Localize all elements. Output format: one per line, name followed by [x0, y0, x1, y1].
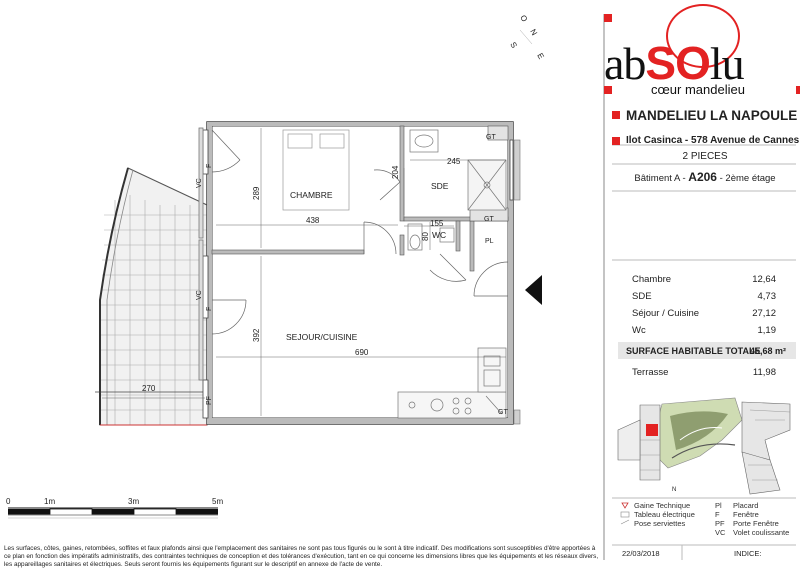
legend-code: VC	[715, 528, 726, 537]
dim-245: 245	[447, 157, 461, 166]
label-vc-1: VC	[196, 178, 203, 188]
room-sejour: SEJOUR/CUISINE	[286, 332, 358, 342]
legend-item: Pose serviettes	[634, 519, 686, 528]
room-sde: SDE	[431, 181, 449, 191]
svg-text:N: N	[672, 487, 677, 493]
label-f-2: F	[206, 306, 213, 311]
lot-number: A206	[688, 170, 717, 184]
svg-text:N: N	[528, 27, 539, 38]
label-gt-2: GT	[484, 216, 494, 223]
dim-80: 80	[421, 232, 430, 241]
surface-row: Wc 1,19	[632, 325, 776, 336]
entrance-arrow	[525, 275, 542, 305]
footer-indice: INDICE:	[734, 549, 762, 558]
surface-row: SDE 4,73	[632, 291, 776, 302]
legend-item: Gaine Technique	[634, 501, 691, 510]
dim-438: 438	[306, 216, 320, 225]
site-map	[614, 396, 796, 496]
footer-date: 22/03/2018	[622, 549, 660, 558]
scale-bar	[8, 508, 218, 518]
legend-item: Placard	[733, 501, 759, 510]
legend-item: Volet coulissante	[733, 528, 790, 537]
terrace-row: Terrasse 11,98	[632, 367, 776, 378]
total-surface: SURFACE HABITABLE TOTALE 45,68 m²	[618, 342, 796, 359]
address: Ilot Casinca - 578 Avenue de Cannes	[626, 135, 800, 146]
label-pl: PL	[485, 238, 494, 245]
dim-270: 270	[142, 384, 156, 393]
windows	[199, 128, 513, 418]
svg-text:O: O	[518, 13, 530, 24]
red-square	[612, 111, 620, 119]
scale-label: 0	[6, 497, 11, 506]
scale-label: 1m	[44, 497, 56, 506]
label-f-1: F	[206, 163, 213, 168]
site-map-unit-marker	[646, 424, 658, 436]
label-gt-3: GT	[498, 409, 508, 416]
unit-type: 2 PIECES	[682, 151, 728, 162]
dim-155: 155	[430, 219, 444, 228]
logo: abSOlu	[604, 37, 744, 89]
label-pf: PF	[206, 396, 213, 405]
legend-code: F	[715, 510, 720, 519]
dim-690: 690	[355, 348, 369, 357]
dim-289: 289	[252, 186, 261, 200]
building-line: Bâtiment A - A206 - 2ème étage	[634, 170, 776, 184]
svg-text:E: E	[535, 51, 546, 61]
label-gt-1: GT	[486, 134, 496, 141]
red-square	[612, 137, 620, 145]
legend-item: Fenêtre	[733, 510, 759, 519]
legend-symbols	[621, 503, 629, 524]
dim-204: 204	[391, 165, 400, 179]
legend-code: Pl	[715, 501, 722, 510]
surface-row: Séjour / Cuisine 27,12	[632, 308, 776, 319]
red-square	[796, 86, 800, 94]
logo-subtitle: cœur mandelieu	[651, 82, 745, 97]
legend-item: Tableau électrique	[634, 510, 695, 519]
compass	[508, 14, 545, 61]
legend-item: Porte Fenêtre	[733, 519, 779, 528]
dim-392: 392	[252, 328, 261, 342]
city-title: MANDELIEU LA NAPOULE	[626, 108, 798, 123]
room-wc: WC	[432, 230, 447, 240]
scale-label: 3m	[128, 497, 140, 506]
disclaimer: Les surfaces, côtes, gaines, retombées, soffites et faux plafonds ainsi que l'emplacement des sanitaires ne sont pas tous figurés ou le sont à titre indicatif. Des modifications sont susceptibles d'être apportées à ce plan en fonction des impératifs administratifs, des contraintes techniques de conception et des tolérances d'exécution, tant en ce qui concerne les dimensions libres que les équipements et les réseaux divers, les appareillages sanitaires et électriques. Seuls seront fournis les équipements figurant sur le descriptif en annexe de l'acte de vente.	[4, 545, 599, 568]
door-swings	[212, 130, 508, 334]
surface-row: Chambre 12,64	[632, 274, 776, 285]
legend-code: PF	[715, 519, 725, 528]
red-square	[604, 14, 612, 22]
svg-text:S: S	[508, 40, 519, 50]
room-chambre: CHAMBRE	[290, 190, 333, 200]
scale-label: 5m	[212, 497, 224, 506]
kitchen	[398, 348, 506, 418]
label-vc-2: VC	[196, 290, 203, 300]
